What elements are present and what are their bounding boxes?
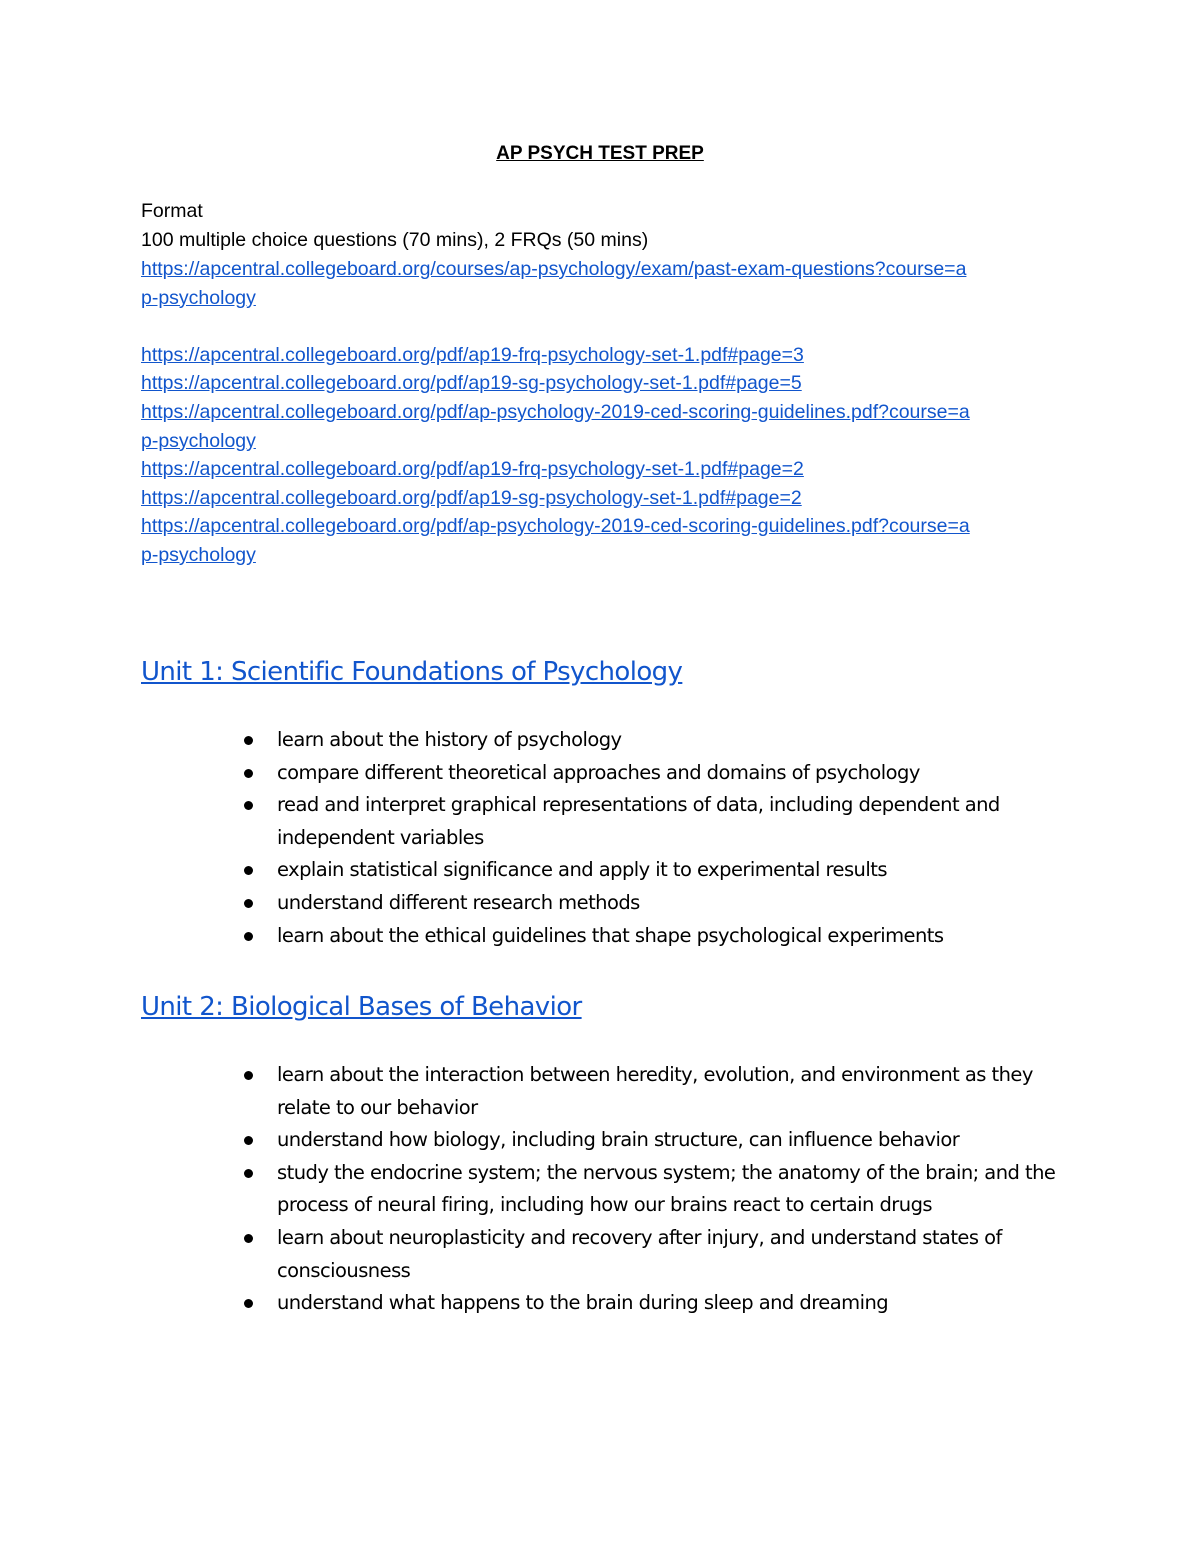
list-item: understand how biology, including brain structure, can influence behavior (277, 1124, 1077, 1157)
blank-line (141, 312, 1071, 341)
unit-2-heading[interactable]: Unit 2: Biological Bases of Behavior (141, 992, 582, 1022)
frq-set1-page3-link[interactable]: https://apcentral.collegeboard.org/pdf/ap19-frq-psychology-set-1.pdf#page=3 (141, 343, 804, 366)
unit-1-objectives (277, 724, 1077, 952)
list-item: learn about the ethical guidelines that shape psychological experiments (277, 920, 1077, 953)
scoring-guidelines-link-2[interactable]: https://apcentral.collegeboard.org/pdf/ap-psychology-2019-ced-scoring-guidelines.pdf?course=a (141, 515, 970, 538)
sg-set1-page5-link[interactable]: https://apcentral.collegeboard.org/pdf/ap19-sg-psychology-set-1.pdf#page=5 (141, 372, 802, 395)
link-line[interactable] (141, 484, 1071, 513)
list-item: read and interpret graphical representations of data, including dependent and independent variables (277, 789, 1077, 854)
list-item: study the endocrine system; the nervous system; the anatomy of the brain; and the process of neural firing, including how our brains react to certain drugs (277, 1157, 1077, 1222)
frq-set1-page2-link[interactable]: https://apcentral.collegeboard.org/pdf/ap19-frq-psychology-set-1.pdf#page=2 (141, 458, 804, 481)
list-item: learn about the interaction between heredity, evolution, and environment as they relate to our behavior (277, 1059, 1077, 1124)
link-line[interactable] (141, 455, 1071, 484)
document-title: AP PSYCH TEST PREP (496, 143, 704, 164)
link-line[interactable] (141, 541, 1071, 570)
list-item: compare different theoretical approaches and domains of psychology (277, 757, 1077, 790)
scoring-guidelines-link-cont[interactable]: p-psychology (141, 429, 256, 452)
resource-links (141, 255, 1071, 570)
past-exam-questions-link[interactable]: https://apcentral.collegeboard.org/courses/ap-psychology/exam/past-exam-questions?course=a (141, 258, 967, 280)
list-item: understand different research methods (277, 887, 1077, 920)
link-line[interactable] (141, 284, 1071, 313)
scoring-guidelines-link-2-cont[interactable]: p-psychology (141, 543, 256, 566)
past-exam-questions-link-cont[interactable]: p-psychology (141, 286, 256, 309)
link-line[interactable] (141, 398, 1071, 427)
format-label: Format (141, 200, 203, 222)
sg-set1-page2-link[interactable]: https://apcentral.collegeboard.org/pdf/ap19-sg-psychology-set-1.pdf#page=2 (141, 486, 802, 509)
link-line[interactable] (141, 255, 1071, 284)
link-line[interactable] (141, 427, 1071, 456)
link-line[interactable] (141, 369, 1071, 398)
list-item: explain statistical significance and apply it to experimental results (277, 854, 1077, 887)
unit-2-objectives (277, 1059, 1077, 1320)
link-line[interactable] (141, 341, 1071, 370)
list-item: learn about the history of psychology (277, 724, 1077, 757)
list-item: understand what happens to the brain during sleep and dreaming (277, 1287, 1077, 1320)
scoring-guidelines-link[interactable]: https://apcentral.collegeboard.org/pdf/ap-psychology-2019-ced-scoring-guidelines.pdf?course=a (141, 400, 970, 423)
format-detail: 100 multiple choice questions (70 mins), 2 FRQs (50 mins) (141, 229, 649, 251)
list-item: learn about neuroplasticity and recovery after injury, and understand states of consciousness (277, 1222, 1077, 1287)
link-line[interactable] (141, 512, 1071, 541)
unit-1-heading[interactable]: Unit 1: Scientific Foundations of Psychology (141, 657, 683, 687)
